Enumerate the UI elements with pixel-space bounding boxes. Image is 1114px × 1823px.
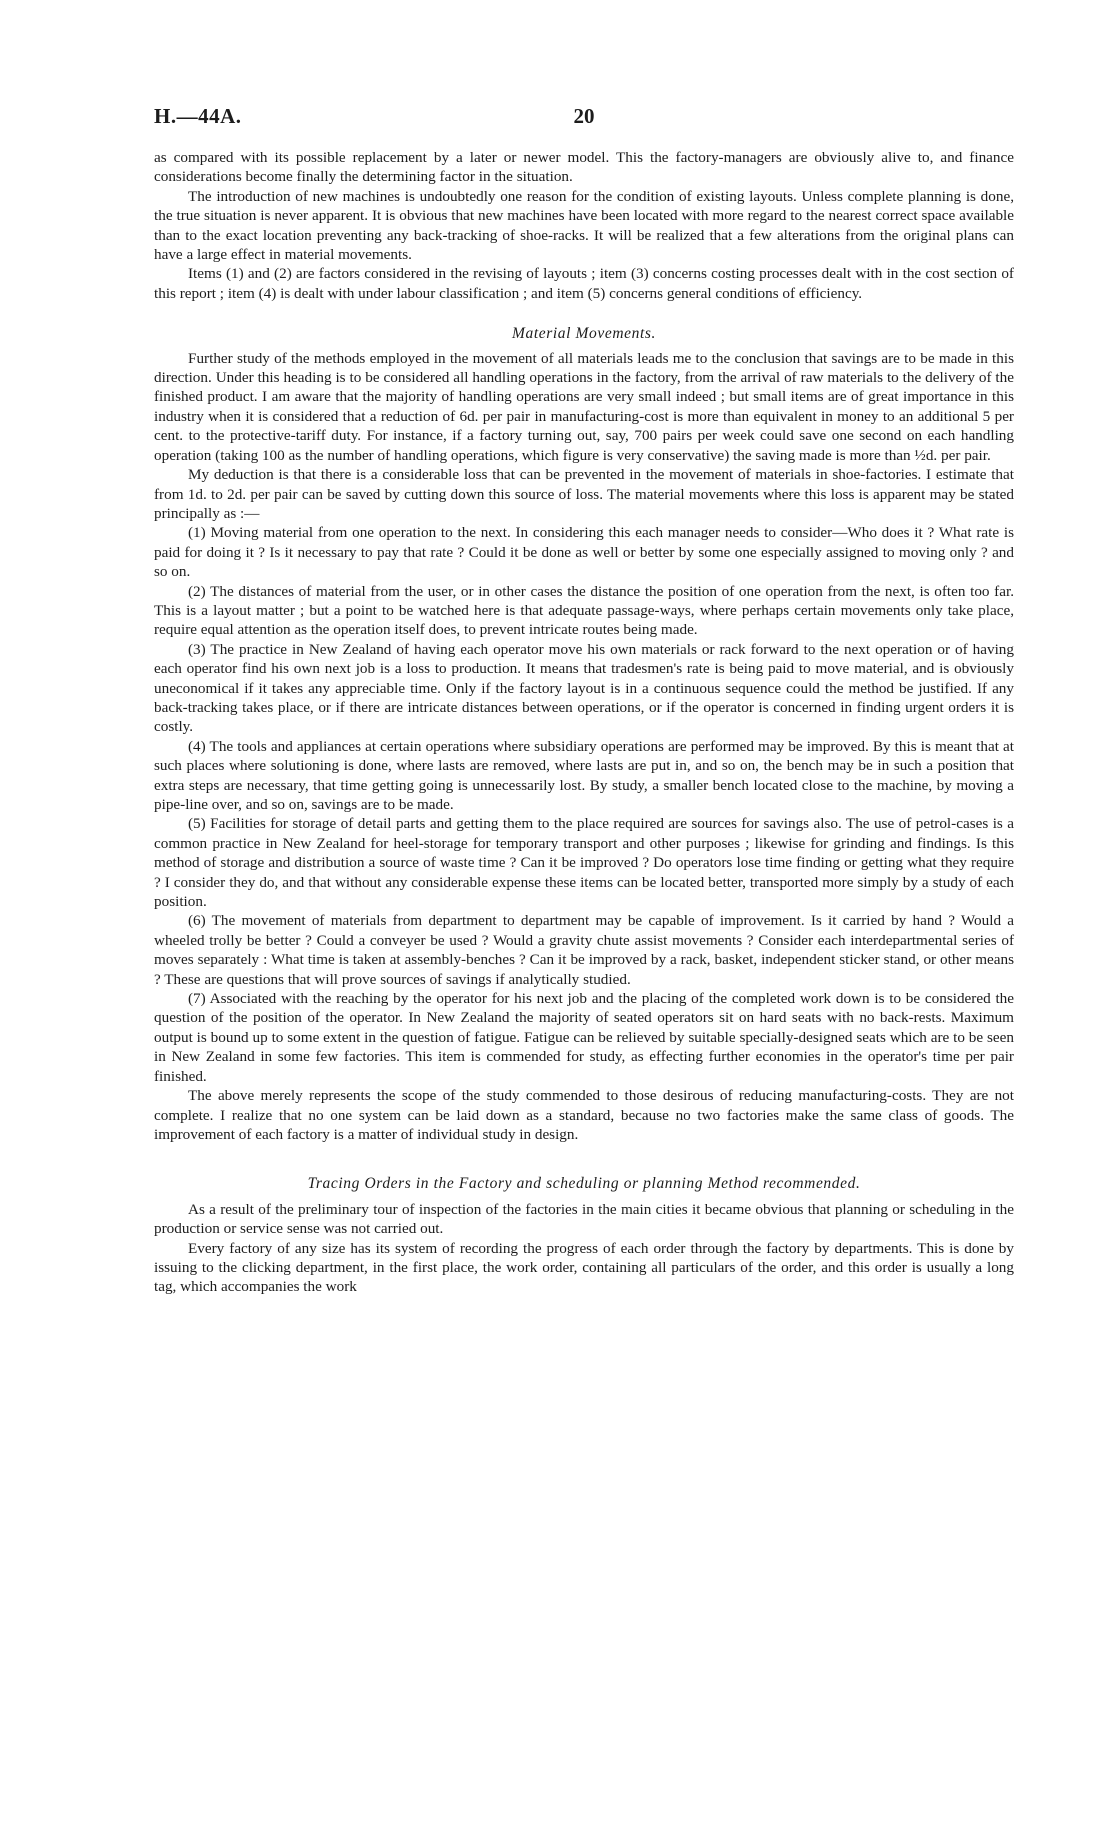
section-heading-material-movements: Material Movements. (512, 325, 656, 343)
page-header (154, 104, 1014, 134)
paragraph: Further study of the methods employed in the movement of all materials leads me to the conclusion that savings are to be made in this direction. Under this heading is to be considered all handling operations in the factory, from the arrival of raw materials to the delivery of the finished product. I am aware that the majority of handling operations are very small indeed ; but small items are of great importance in this industry when it is considered that a reduction of 6d. per pair in manufacturing-cost is more than equivalent in money to an additional 5 per cent. to the protective-tariff duty. For instance, if a factory turning out, say, 700 pairs per week could save one second on each handling operation (taking 100 as the number of handling operations, which figure is very conservative) the saving made is more than ½d. per pair. (154, 349, 1014, 464)
section-heading-tracing-orders: Tracing Orders in the Factory and scheduling or planning Method recommended. (307, 1175, 861, 1193)
list-item: (3) The practice in New Zealand of having each operator move his own materials or rack forward to the next operation or of having each operator find his own next job is a loss to production. It means that tradesmen's rate is being paid to move material, and is obviously uneconomical if it takes any appreciable time. Only if the factory layout is in a continuous sequence could the method be justified. If any back-tracking takes place, or if there are intricate distances between operations, or if the operator is concerned in finding urgent orders it is costly. (154, 640, 1014, 736)
paragraph: Every factory of any size has its system of recording the progress of each order through the factory by departments. This is done by issuing to the clicking department, in the first place, the work order, containing all particulars of the order, and this order is usually a long tag, which accompanies the work (154, 1239, 1014, 1296)
paragraph: The introduction of new machines is undoubtedly one reason for the condition of existing layouts. Unless complete planning is done, the true situation is never apparent. It is obvious that new machines have been located with more regard to the nearest correct space available than to the exact location preventing any back-tracking of shoe-racks. It will be realized that a few alterations from the original plans can have a large effect in material movements. (154, 187, 1014, 264)
page-body (154, 148, 1014, 1297)
paragraph: Items (1) and (2) are factors considered in the revising of layouts ; item (3) concerns costing processes dealt with in the cost section of this report ; item (4) is dealt with under labour classification ; and item (5) concerns general conditions of efficiency. (154, 265, 1014, 302)
paragraph: as compared with its possible replacement by a later or newer model. This the factory-managers are obviously alive to, and finance considerations become finally the determining factor in the situation. (154, 149, 1014, 186)
list-item: (4) The tools and appliances at certain operations where subsidiary operations are performed may be improved. By this is meant that at such places where solutioning is done, where lasts are removed, where lasts are put in, and so on, the bench may be in such a position that extra steps are necessary, that time getting going is unnecessarily lost. By study, a smaller bench located close to the machine, by moving a pipe-line over, and so on, savings are to be made. (154, 737, 1014, 813)
list-item: (5) Facilities for storage of detail parts and getting them to the place required are sources for savings also. The use of petrol-cases is a common practice in New Zealand for heel-storage for temporary transport and other purposes ; likewise for grinding and findings. Is this method of storage and distribution a source of waste time ? Can it be improved ? Do operators lose time finding or getting what they require ? I consider they do, and that without any considerable expense these items can be located better, transported more simply by a study of each position. (154, 815, 1014, 911)
paragraph: As a result of the preliminary tour of inspection of the factories in the main cities it became obvious that planning or scheduling in the production or service sense was not carried out. (154, 1200, 1014, 1238)
list-item: (1) Moving material from one operation to the next. In considering this each manager needs to consider—Who does it ? What rate is paid for doing it ? Is it necessary to pay that rate ? Could it be done as well or better by some one especially assigned to moving only ? and so on. (154, 524, 1014, 581)
page-number: 20 (573, 104, 595, 128)
list-item: (6) The movement of materials from department to department may be capable of improvement. Is it carried by hand ? Would a wheeled trolly be better ? Could a conveyer be used ? Would a gravity chute assist movements ? Consider each interdepartmental series of moves separately : What time is taken at assembly-benches ? Can it be improved by a rack, basket, independent sticker stand, or other means ? These are questions that will prove sources of savings if analytically studied. (154, 912, 1014, 988)
list-item: (7) Associated with the reaching by the operator for his next job and the placing of the completed work down is to be considered the question of the position of the operator. In New Zealand the majority of seated operators sit on hard seats with no back-rests. Maximum output is bound up to some extent in the question of fatigue. Fatigue can be relieved by suitable specially-designed seats which are to be seen in New Zealand in some few factories. This item is commended for study, as effecting further economies in the operator's time per pair finished. (154, 990, 1014, 1085)
document-reference: H.—44A. (154, 104, 242, 128)
paragraph: My deduction is that there is a considerable loss that can be prevented in the movement of materials in shoe-factories. I estimate that from 1d. to 2d. per pair can be saved by cutting down this source of loss. The material movements where this loss is apparent may be stated principally as :— (154, 466, 1014, 522)
list-item: (2) The distances of material from the user, or in other cases the distance the position of one operation from the next, is often too far. This is a layout matter ; but a point to be watched here is that adequate passage-ways, where perhaps certain movements only take place, require equal attention as the operation itself does, to prevent intricate routes being made. (154, 582, 1014, 639)
paragraph: The above merely represents the scope of the study commended to those desirous of reducing manufacturing-costs. They are not complete. I realize that no one system can be laid down as a standard, because no two factories make the same class of goods. The improvement of each factory is a matter of individual study in design. (154, 1087, 1014, 1143)
